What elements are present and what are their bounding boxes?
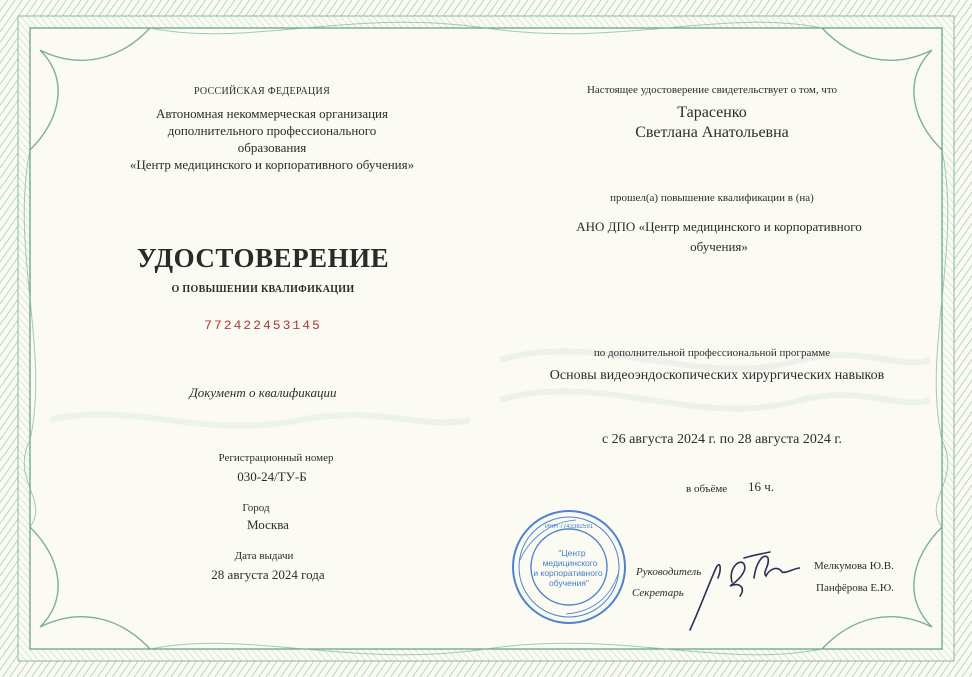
program-label: по дополнительной профессиональной программе [593,347,831,359]
program-name: Основы видеоэндоскопических хирургических навыков [549,368,885,383]
volume-value: 16 ч. [748,479,775,494]
recipient-surname: Тарасенко [677,104,747,121]
org-line-1: Автономная некоммерческая организация [156,106,388,121]
institution-line-1: АНО ДПО «Центр медицинского и корпоративного [576,219,862,234]
secretary-name: Панфёрова Е.Ю. [816,582,894,594]
organization-stamp [510,508,628,626]
serial-number: 772422453145 [204,318,322,333]
country-name: РОССИЙСКАЯ ФЕДЕРАЦИЯ [193,86,331,97]
intro-text: Настоящее удостоверение свидетельствует о том, что [586,84,838,96]
head-label: Руководитель [636,566,702,578]
stamp-text-line-4: обучения" [549,578,589,588]
issue-date-label: Дата выдачи [234,550,294,562]
org-line-3: образования [237,140,307,155]
stamp-text-line-3: и корпоративного [533,568,603,578]
institution-line-2: обучения» [690,239,748,254]
recipient-given-names: Светлана Анатольевна [635,124,789,141]
document-title: УДОСТОВЕРЕНИЕ [136,243,390,273]
registration-number: 030-24/ТУ-Б [237,469,307,484]
completed-label: прошел(а) повышение квалификации в (на) [610,192,814,204]
city-value: Москва [247,517,289,532]
stamp-text-line-1: "Центр [558,548,586,558]
document-type: Документ о квалификации [189,385,337,400]
stamp-inn: ИНН 7743382591 [544,524,594,530]
city-label: Город [242,502,270,514]
registration-label: Регистрационный номер [218,452,334,464]
volume-label: в объёме [686,483,728,495]
document-subtitle: О ПОВЫШЕНИИ КВАЛИФИКАЦИИ [171,284,355,295]
issue-date: 28 августа 2024 года [211,567,325,582]
org-line-2: дополнительного профессионального [167,123,377,138]
training-period: с 26 августа 2024 г. по 28 августа 2024 г. [601,432,843,447]
stamp-text-line-2: медицинского [542,558,598,568]
secretary-label: Секретарь [632,587,684,599]
org-line-4: «Центр медицинского и корпоративного обучения» [129,157,415,172]
signature [670,538,800,633]
head-name: Мелкумова Ю.В. [814,560,894,572]
